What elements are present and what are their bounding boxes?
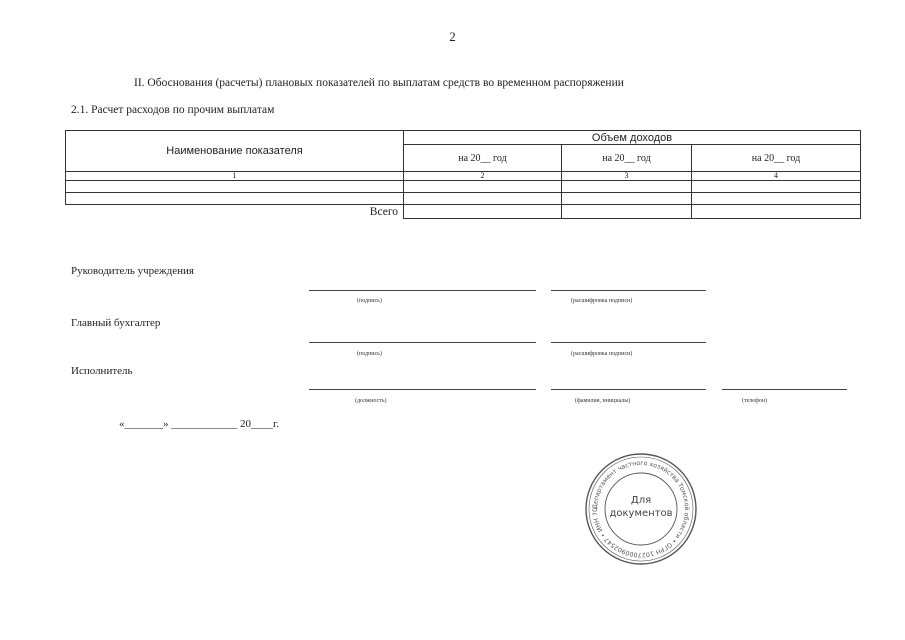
date-line: «_______» ____________ 20____г. bbox=[119, 418, 280, 430]
caption-position: (должность) bbox=[355, 398, 387, 404]
table-row bbox=[66, 181, 861, 193]
head-label: Руководитель учреждения bbox=[71, 265, 194, 277]
caption-signature: (подпись) bbox=[357, 298, 382, 304]
stamp-text-line2: документов bbox=[609, 508, 673, 519]
executor-phone-line[interactable] bbox=[722, 389, 847, 390]
caption-phone: (телефон) bbox=[742, 398, 768, 404]
total-cell[interactable] bbox=[692, 205, 861, 219]
executor-name-line[interactable] bbox=[551, 389, 706, 390]
caption-name: (фамилия, инициалы) bbox=[575, 398, 631, 404]
head-decoding-line[interactable] bbox=[551, 290, 706, 291]
total-label: Всего bbox=[369, 205, 398, 218]
caption-decoding: (расшифровка подписи) bbox=[571, 298, 633, 304]
head-signature-line[interactable] bbox=[309, 290, 536, 291]
column-number: 4 bbox=[692, 172, 861, 181]
page-number: 2 bbox=[449, 29, 456, 44]
header-indicator-name: Наименование показателя bbox=[66, 131, 404, 172]
total-cell[interactable] bbox=[562, 205, 692, 219]
total-row bbox=[66, 205, 861, 219]
table-row bbox=[66, 193, 861, 205]
stamp-text-line1: Для bbox=[630, 495, 652, 506]
executor-position-line[interactable] bbox=[309, 389, 536, 390]
table-cell[interactable] bbox=[562, 181, 692, 193]
header-year-2: на 20__ год bbox=[562, 145, 692, 172]
total-cell[interactable] bbox=[404, 205, 562, 219]
table-cell[interactable] bbox=[692, 181, 861, 193]
accountant-label: Главный бухгалтер bbox=[71, 317, 161, 329]
section-title: II. Обоснования (расчеты) плановых показателей по выплатам средств во временном распоряжении bbox=[134, 77, 624, 89]
table-cell[interactable] bbox=[404, 193, 562, 205]
header-year-3: на 20__ год bbox=[692, 145, 861, 172]
caption-decoding: (расшифровка подписи) bbox=[571, 351, 633, 357]
column-number: 3 bbox=[562, 172, 692, 181]
table-cell[interactable] bbox=[692, 193, 861, 205]
accountant-signature-line[interactable] bbox=[309, 342, 536, 343]
table-cell[interactable] bbox=[66, 181, 404, 193]
header-year-1: на 20__ год bbox=[404, 145, 562, 172]
table-cell[interactable] bbox=[66, 193, 404, 205]
header-income-volume: Объем доходов bbox=[404, 131, 861, 145]
calculation-table bbox=[65, 130, 861, 219]
column-number-row bbox=[66, 172, 861, 181]
accountant-decoding-line[interactable] bbox=[551, 342, 706, 343]
table-cell[interactable] bbox=[404, 181, 562, 193]
caption-signature: (подпись) bbox=[357, 351, 382, 357]
subsection-title: 2.1. Расчет расходов по прочим выплатам bbox=[71, 104, 275, 116]
table-cell[interactable] bbox=[562, 193, 692, 205]
column-number: 2 bbox=[404, 172, 562, 181]
column-number: 1 bbox=[66, 172, 404, 181]
stamp-seal bbox=[584, 452, 698, 566]
stamp-ring-text: Департамент частного хозяйства Томской области • ОГРН 1027000902547 • ИНН 70 bbox=[591, 459, 691, 559]
executor-label: Исполнитель bbox=[71, 365, 133, 377]
